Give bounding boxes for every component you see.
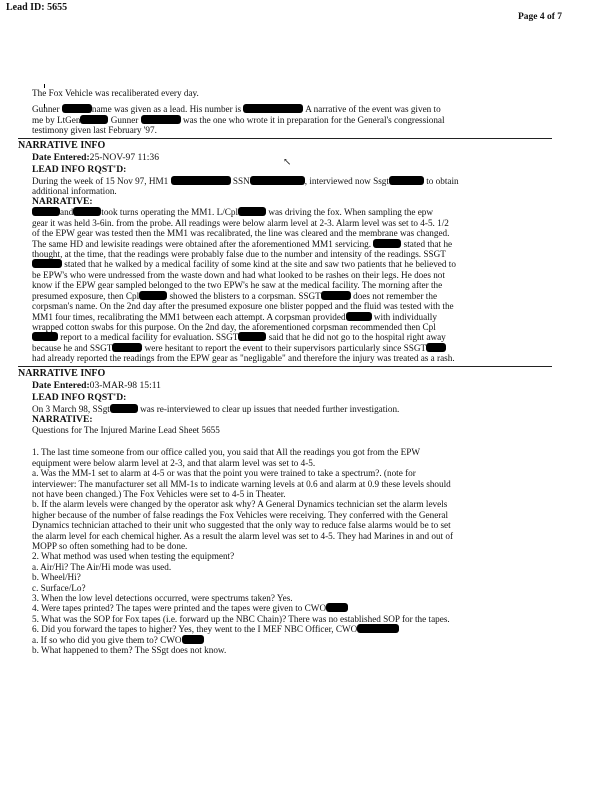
intro-paragraph	[32, 104, 552, 135]
text-line	[32, 541, 552, 551]
redaction-block	[171, 176, 231, 185]
text-segment: 2. What method was used when testing the equipment?	[32, 551, 235, 562]
text-line	[32, 572, 552, 582]
text-line	[32, 551, 552, 561]
redaction-block	[250, 176, 305, 185]
text-segment: name was given as a lead. His number is	[91, 104, 244, 115]
text-segment: a. Air/Hi? The Air/Hi mode was used.	[32, 561, 172, 572]
text-line	[32, 176, 552, 186]
text-line	[32, 603, 552, 613]
text-segment: report to a medical facility for evaluation. SSGT	[58, 332, 239, 343]
text-segment: and	[60, 207, 74, 218]
text-line	[32, 301, 552, 311]
text-segment: be EPW's who were undressed from the waste down and had what looked to be rashes on their legs. He does not	[32, 269, 445, 280]
text-segment: 1. The last time someone from our office called you, you said that All the readings you got from the EPW	[32, 447, 421, 458]
redaction-block	[357, 624, 399, 633]
text-line	[32, 218, 552, 228]
text-line	[32, 489, 552, 499]
text-line	[32, 259, 552, 269]
lead-info-label: LEAD INFO RQST'D:	[32, 163, 127, 175]
text-segment: a. If so who did you give them to? CWO	[32, 634, 182, 645]
text-segment: SSN	[230, 175, 250, 186]
redaction-block	[62, 104, 92, 113]
text-line	[32, 583, 552, 593]
text-segment: 6. Did you forward the tapes to higher? Yes, they went to the I MEF NBC Officer, CWO	[32, 624, 358, 635]
text-segment: corpsman's name. On the 2nd day after the presumed exposure one blister popped and the fluid was tested with the	[32, 301, 454, 312]
text-segment: equipment were below alarm level at 2-3, and that alarm level was set to 4-5.	[32, 457, 316, 468]
narrative-label-2: NARRATIVE:	[32, 413, 93, 425]
text-line	[32, 270, 552, 280]
lead-info-paragraph-2	[32, 404, 552, 414]
redaction-block	[426, 343, 446, 352]
text-line	[32, 207, 552, 217]
redaction-block	[80, 115, 108, 124]
redaction-block	[346, 312, 372, 321]
text-line	[32, 479, 552, 489]
redaction-block	[373, 239, 401, 248]
text-segment: were hesitant to report the event to their supervisors particularly since SSGT	[142, 342, 427, 353]
text-segment: does not remember the	[350, 290, 438, 301]
date-entered: Date Entered:25-NOV-97 11:36	[32, 151, 160, 163]
lead-info-label-2: LEAD INFO RQST'D:	[32, 391, 127, 403]
text-segment: had already reported the readings from the EPW gear as "negligable" and therefore the injury was treated as a rash.	[32, 353, 455, 364]
text-segment: Gunner	[32, 104, 62, 115]
text-line	[32, 332, 552, 342]
text-segment: The same HD and lewisite readings were obtained after the aforementioned MM1 servicing.	[32, 238, 374, 249]
text-line	[32, 115, 552, 125]
text-segment: said that he did not go to the hospital right away	[266, 332, 446, 343]
text-line	[32, 186, 552, 196]
text-segment: was driving the fox. When sampling the epw	[266, 207, 434, 218]
text-line	[32, 520, 552, 530]
text-line	[32, 499, 552, 509]
narrative-info-heading-2: NARRATIVE INFO	[18, 366, 552, 380]
redaction-block	[238, 207, 266, 216]
text-segment: took turns operating the MM1. L/Cpl	[101, 207, 239, 218]
text-segment: 3. When the low level detections occurred, were spectrums taken? Yes.	[32, 593, 293, 604]
text-segment: was the one who wrote it in preparation for the General's congressional	[180, 114, 445, 125]
document-body	[18, 88, 552, 656]
text-line	[32, 447, 552, 457]
text-segment: stated that he	[401, 238, 453, 249]
narrative-info-heading: NARRATIVE INFO	[18, 138, 552, 152]
redaction-block	[32, 332, 58, 341]
text-line	[32, 239, 552, 249]
intro-line: The Fox Vehicle was recaliberated every day.	[32, 88, 199, 98]
redaction-block	[243, 104, 303, 113]
narrative-label: NARRATIVE:	[32, 196, 93, 208]
cursor-icon: ↖	[283, 157, 292, 168]
text-line	[32, 458, 552, 468]
text-line	[32, 614, 552, 624]
text-line	[32, 280, 552, 290]
text-line	[32, 353, 552, 363]
questions-title: Questions for The Injured Marine Lead Sheet 5655	[32, 424, 220, 435]
text-line	[32, 624, 552, 634]
text-segment: higher because of the number of false readings the Fox Vehicles were receiving. They conferred with the General	[32, 509, 448, 520]
text-segment: know if the EPW gear sampled belonged to the two EPW's he saw at the medical facility. The morning after the	[32, 280, 443, 291]
text-line	[32, 531, 552, 541]
redaction-block	[139, 291, 167, 300]
text-segment: presumed exposure, then Cpl	[32, 290, 140, 301]
text-segment: Dynamics technician attached to their unit who suggested that the only way to reduce false alarms would be to set	[32, 520, 451, 531]
text-line	[32, 312, 552, 322]
text-segment: A narrative of the event was given to	[303, 104, 441, 115]
text-line	[32, 593, 552, 603]
text-segment: gear it was held 3-6in. from the probe. All readings were below alarm level at 2-3. Alarm level was set to 4-5. 1/2	[32, 217, 449, 228]
redaction-block	[238, 332, 266, 341]
text-segment: During the week of 15 Nov 97, HM1	[32, 175, 171, 186]
date-entered-2: Date Entered:03-MAR-98 15:11	[32, 379, 161, 391]
text-segment: , interviewed now Ssgt	[304, 175, 389, 186]
text-segment: not have been changed.) The Fox Vehicles were set to 4-5 in Theater.	[32, 488, 286, 499]
text-segment: b. What happened to them? The SSgt does not know.	[32, 645, 227, 656]
questions-list	[32, 447, 552, 655]
text-line	[32, 125, 552, 135]
redaction-block	[32, 259, 62, 268]
text-segment: showed the blisters to a corpsman. SSGT	[167, 290, 321, 301]
text-segment: to obtain	[423, 175, 459, 186]
narrative-paragraph	[32, 207, 552, 363]
text-line	[32, 228, 552, 238]
text-line	[32, 645, 552, 655]
text-segment: b. If the alarm levels were changed by the operator ask why? A General Dynamics technician set the alarm levels	[32, 499, 448, 510]
text-line	[32, 404, 552, 414]
text-segment: On 3 March 98, SSgt	[32, 403, 110, 414]
redaction-block	[182, 635, 204, 644]
text-line	[32, 635, 552, 645]
text-segment: a. Was the MM-1 set to alarm at 4-5 or was that the point you were trained to take a spectrum?. (note for	[32, 468, 416, 479]
text-segment: MM1 four times, recalibrating the MM1 between each attempt. A corpsman provided	[32, 311, 346, 322]
text-segment: the alarm level for each chemical higher. As a result the alarm level was set to 4-5. They had Marines in and out of	[32, 530, 454, 541]
text-line	[32, 291, 552, 301]
text-line	[32, 468, 552, 478]
lead-id-header: Lead ID: 5655	[6, 2, 68, 13]
text-segment: stated that he walked by a medical facility of some kind at the site and saw two patients that he believed to	[62, 259, 456, 270]
text-segment: b. Wheel/Hi?	[32, 572, 81, 583]
text-line	[32, 249, 552, 259]
lead-info-paragraph	[32, 176, 552, 197]
text-segment: was re-interviewed to clear up issues that needed further investigation.	[137, 403, 400, 414]
text-segment: Gunner	[108, 114, 141, 125]
text-line	[32, 343, 552, 353]
text-segment: interviewer: The manufacturer set all MM-1s to indicate warning levels at 0.6 and alarm at 0.9 these levels should	[32, 478, 451, 489]
text-segment: c. Surface/Lo?	[32, 582, 86, 593]
redaction-block	[326, 603, 348, 612]
redaction-block	[321, 291, 351, 300]
text-segment: wrapped cotton swabs for this purpose. On the 2nd day, the aforementioned corpsman recommended then Cpl	[32, 321, 436, 332]
text-segment: thought, at the time, that the readings were probably false due to the number and intensity of the readings. SSGT	[32, 249, 446, 260]
text-segment: 5. What was the SOP for Fox tapes (i.e. forward up the NBC Chain)? There was no established SOP for the tapes.	[32, 613, 450, 624]
text-segment: because he and SSGT	[32, 342, 113, 353]
redaction-block	[110, 404, 138, 413]
text-segment: additional information.	[32, 186, 117, 197]
redaction-block	[389, 176, 424, 185]
redaction-block	[112, 343, 142, 352]
page-number: Page 4 of 7	[517, 12, 562, 22]
text-segment: MOPP so often something had to be done.	[32, 541, 188, 551]
redaction-block	[32, 207, 60, 216]
text-segment: with individually	[371, 311, 437, 322]
text-segment: testimony given last February '97.	[32, 125, 157, 136]
text-line	[32, 562, 552, 572]
text-line	[32, 322, 552, 332]
text-segment: 4. Were tapes printed? The tapes were printed and the tapes were given to CWO	[32, 603, 327, 614]
text-segment: of the EPW gear was tested then the MM1 was recalibrated, the line was cleared and the membrane was changed.	[32, 228, 450, 239]
text-segment: me by LtGen	[32, 114, 81, 125]
text-line	[32, 104, 552, 114]
text-line	[32, 510, 552, 520]
redaction-block	[141, 115, 181, 124]
redaction-block	[73, 207, 101, 216]
